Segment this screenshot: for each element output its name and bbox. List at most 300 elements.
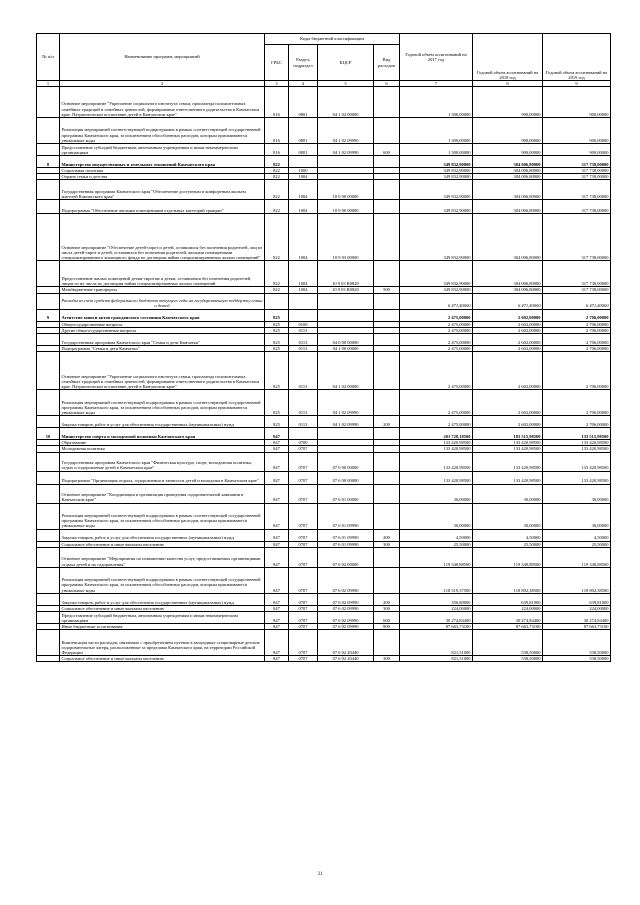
row-number <box>37 144 60 156</box>
amount-2018: 133 420,98500 <box>473 471 543 484</box>
index-cell: 3 <box>265 81 289 87</box>
grbs-code: 822 <box>265 287 289 293</box>
section-code: 0113 <box>289 346 318 352</box>
amount-2018: 900,00000 <box>473 144 543 156</box>
kcsr-code: 04 1 02 09990 <box>318 390 374 416</box>
amount-2018: 2 602,00000 <box>473 352 543 390</box>
index-cell: 2 <box>60 81 265 87</box>
item-name: Подпрограмма "Организация отдыха, оздоровления и занятости детей и молодежи в Камчатском крае" <box>60 471 265 484</box>
grbs-code: 847 <box>265 529 289 541</box>
amount-2018: 6 471,40000 <box>473 293 543 309</box>
grbs-code: 816 <box>265 144 289 156</box>
amount-2019: 2 706,00000 <box>543 309 611 321</box>
amount-2019: 317 738,00000 <box>543 200 611 214</box>
expense-type <box>374 156 400 168</box>
grbs-code: 847 <box>265 605 289 611</box>
item-name: Государственная программа Камчатского края "Обеспечение доступным и комфортным жильем жителей Камчатского края" <box>60 180 265 200</box>
expense-type: 300 <box>374 656 400 662</box>
expense-type <box>374 87 400 118</box>
kcsr-code: 07 6 01 09990 <box>318 529 374 541</box>
grbs-code: 822 <box>265 261 289 287</box>
amount-2017: 2 475,00000 <box>400 334 473 346</box>
kcsr-code <box>318 428 374 440</box>
kcsr-code: 07 6 01 09990 <box>318 541 374 547</box>
amount-2017: 2 475,00000 <box>400 309 473 321</box>
row-number <box>37 503 60 529</box>
table-row <box>37 334 611 346</box>
amount-2018: 119 340,88500 <box>473 547 543 567</box>
section-code: 0707 <box>289 547 318 567</box>
row-number <box>37 593 60 605</box>
grbs-code: 822 <box>265 214 289 261</box>
kcsr-code: 07 6 02 09990 <box>318 612 374 624</box>
amount-2018: 30,00000 <box>473 484 543 503</box>
item-name: Основное мероприятие "Мероприятия по повышению качества услуг, предоставляемых организациями отдыха детей и их оздоровления" <box>60 547 265 567</box>
kcsr-code: 07 6 02 09990 <box>318 567 374 593</box>
amount-2019: 224,00000 <box>543 605 611 611</box>
table-row <box>37 214 611 261</box>
amount-2019: 317 738,00000 <box>543 180 611 200</box>
grbs-code: 847 <box>265 452 289 471</box>
item-name: Основное мероприятие "Укрепление социального института семьи, пропаганда положительных семейных традиций и семейных ценностей, формирование ответственного родительства в Камчатском крае. Патриотическое воспитание детей в Камчатском крае" <box>60 352 265 390</box>
amount-2017: 1 300,00000 <box>400 144 473 156</box>
row-number <box>37 529 60 541</box>
amount-2019: 2 706,00000 <box>543 334 611 346</box>
amount-2018: 2 602,00000 <box>473 309 543 321</box>
table-row <box>37 630 611 656</box>
section-code: 0113 <box>289 390 318 416</box>
table-row <box>37 547 611 567</box>
amount-2019: 317 738,00000 <box>543 174 611 180</box>
expense-type: 800 <box>374 624 400 630</box>
kcsr-code: 07 6 02 20440 <box>318 630 374 656</box>
kcsr-code: 10 0 00 00000 <box>318 180 374 200</box>
budget-table <box>36 33 611 662</box>
amount-2019: 133 420,98500 <box>543 471 611 484</box>
amount-2019: 2 706,00000 <box>543 390 611 416</box>
item-name: Государственная программа Камчатского края "Физическая культура, спорт, молодежная политика, отдых и оздоровление детей в Камчатском крае" <box>60 452 265 471</box>
item-name: Реализация мероприятий соответствующей подпрограммы в рамках соответствующей государственной программы Камчатского края, за исключением обособленных расходов, которым присваиваются уникальные коды <box>60 503 265 529</box>
amount-2018: 304 006,80000 <box>473 174 543 180</box>
grbs-code: 847 <box>265 656 289 662</box>
amount-2018: 900,00000 <box>473 118 543 144</box>
amount-2018: 900,00000 <box>473 87 543 118</box>
amount-2018: 304 006,80000 <box>473 287 543 293</box>
section-code: 1000 <box>289 168 318 174</box>
table-row <box>37 390 611 416</box>
amount-2017: 1 300,00000 <box>400 87 473 118</box>
amount-2018: 25,50000 <box>473 541 543 547</box>
page-number: 31 <box>317 872 323 877</box>
kcsr-code: 07 6 02 09990 <box>318 624 374 630</box>
kcsr-code <box>318 156 374 168</box>
amount-2018: 2 602,00000 <box>473 390 543 416</box>
item-name: Основное мероприятие "Обеспечение детей-сирот и детей, оставшихся без попечения родителей, лиц из числа детей-сирот и детей, оставшихся без попечения родителей, жилыми помещениями специализированного жилищного фонда по договорам найма специализированных жилых помещений" <box>60 214 265 261</box>
header-2019: Годовой объем ассигнований на 2019 год <box>543 34 611 81</box>
expense-type: 200 <box>374 529 400 541</box>
row-number <box>37 452 60 471</box>
index-cell: 5 <box>318 81 374 87</box>
amount-2019: 538,50000 <box>543 630 611 656</box>
section-code: 0707 <box>289 605 318 611</box>
amount-2018: 2 602,00000 <box>473 321 543 327</box>
amount-2018: 639,81000 <box>473 593 543 605</box>
amount-2018: 2 602,00000 <box>473 416 543 428</box>
grbs-code: 847 <box>265 541 289 547</box>
row-number <box>37 352 60 390</box>
expense-type <box>374 567 400 593</box>
grbs-code: 847 <box>265 471 289 484</box>
expense-type <box>374 428 400 440</box>
grbs-code: 822 <box>265 168 289 174</box>
grbs-code: 847 <box>265 428 289 440</box>
row-number <box>37 200 60 214</box>
amount-2019: 639,81000 <box>543 593 611 605</box>
expense-type <box>374 118 400 144</box>
index-cell: 8 <box>473 81 543 87</box>
grbs-code: 822 <box>265 180 289 200</box>
amount-2019: 2 706,00000 <box>543 346 611 352</box>
grbs-code: 822 <box>265 200 289 214</box>
row-number <box>37 180 60 200</box>
kcsr-code: 04 1 02 00000 <box>318 87 374 118</box>
table-row <box>37 656 611 662</box>
grbs-code: 825 <box>265 334 289 346</box>
item-name: Реализация мероприятий соответствующей подпрограммы в рамках соответствующей государственной программы Камчатского края, за исключением обособленных расходов, которым присваиваются уникальные коды <box>60 390 265 416</box>
amount-2019: 900,00000 <box>543 144 611 156</box>
row-number <box>37 567 60 593</box>
section-code: 1004 <box>289 287 318 293</box>
expense-type <box>374 390 400 416</box>
amount-2017: 2 475,00000 <box>400 327 473 333</box>
section-code: 1004 <box>289 261 318 287</box>
item-name: Закупка товаров, работ и услуг для обеспечения государственных (муниципальных) нужд <box>60 593 265 605</box>
section-code: 0113 <box>289 327 318 333</box>
expense-type: 500 <box>374 287 400 293</box>
amount-2018: 133 420,98500 <box>473 446 543 452</box>
index-cell: 7 <box>400 81 473 87</box>
section-code: 0100 <box>289 321 318 327</box>
amount-2017: 2 475,00000 <box>400 346 473 352</box>
grbs-code: 825 <box>265 346 289 352</box>
expense-type: 600 <box>374 144 400 156</box>
amount-2019: 133 515,98500 <box>543 428 611 440</box>
grbs-code: 847 <box>265 484 289 503</box>
amount-2018: 4,50000 <box>473 529 543 541</box>
amount-2019: 118 802,38500 <box>543 567 611 593</box>
item-name: Межбюджетные трансферты <box>60 287 265 293</box>
amount-2017: 349 832,90000 <box>400 200 473 214</box>
table-row <box>37 567 611 593</box>
grbs-code: 847 <box>265 446 289 452</box>
expense-type <box>374 352 400 390</box>
item-name: Государственная программа Камчатского края "Семья и дети Камчатки" <box>60 334 265 346</box>
amount-2017: 133 420,98500 <box>400 452 473 471</box>
item-name: Расходы за счет средств федерального бюджета текущего года на государственную поддержку семьи и детей <box>60 293 265 309</box>
amount-2017: 1 300,00000 <box>400 118 473 144</box>
grbs-code: 825 <box>265 327 289 333</box>
amount-2017: 2 475,00000 <box>400 352 473 390</box>
kcsr-code: 04 1 02 00000 <box>318 352 374 390</box>
amount-2019: 2 706,00000 <box>543 327 611 333</box>
amount-2018: 304 006,80000 <box>473 180 543 200</box>
amount-2018: 133 420,98500 <box>473 452 543 471</box>
header-codes: Коды бюджетной классификации <box>265 34 400 45</box>
kcsr-code: 07 6 02 20440 <box>318 656 374 662</box>
row-number <box>37 293 60 309</box>
item-name: Реализация мероприятий соответствующей подпрограммы в рамках соответствующей государственной программы Камчатского края, за исключением обособленных расходов, которым присваиваются уникальные коды <box>60 118 265 144</box>
kcsr-code: 10 9 00 00000 <box>318 200 374 214</box>
table-row <box>37 180 611 200</box>
amount-2019: 30 274,84400 <box>543 612 611 624</box>
amount-2018: 304 006,80000 <box>473 200 543 214</box>
section-code: 0801 <box>289 144 318 156</box>
section-code <box>289 428 318 440</box>
section-code: 0707 <box>289 593 318 605</box>
section-code: 0707 <box>289 630 318 656</box>
row-number <box>37 390 60 416</box>
grbs-code: 847 <box>265 503 289 529</box>
row-number <box>37 612 60 624</box>
header-2018: Годовой объем ассигнований на 2018 год <box>473 34 543 81</box>
amount-2018: 538,50000 <box>473 630 543 656</box>
amount-2018: 304 006,80000 <box>473 214 543 261</box>
kcsr-code: 07 6 01 00000 <box>318 484 374 503</box>
item-name: Подпрограмма "Обеспечение жилыми помещениями отдельных категорий граждан" <box>60 200 265 214</box>
amount-2019: 87 663,73100 <box>543 624 611 630</box>
kcsr-code: 07 6 02 00000 <box>318 547 374 567</box>
expense-type <box>374 261 400 287</box>
item-name: Молодежная политика <box>60 446 265 452</box>
kcsr-code: 07 6 00 00000 <box>318 471 374 484</box>
row-number <box>37 484 60 503</box>
amount-2019: 30,00000 <box>543 484 611 503</box>
table-row <box>37 416 611 428</box>
amount-2017: 118 519,37500 <box>400 567 473 593</box>
item-name: Закупка товаров, работ и услуг для обеспечения государственных (муниципальных) нужд <box>60 529 265 541</box>
grbs-code: 825 <box>265 321 289 327</box>
table-row <box>37 612 611 624</box>
grbs-code: 825 <box>265 309 289 321</box>
item-name: Охрана семьи и детства <box>60 174 265 180</box>
expense-type: 200 <box>374 593 400 605</box>
section-code: 0801 <box>289 87 318 118</box>
kcsr-code: 04 1 02 09990 <box>318 416 374 428</box>
item-name: Предоставление субсидий бюджетным, автономным учреждениям и иным некоммерческим организациям <box>60 612 265 624</box>
item-name: Иные бюджетные ассигнования <box>60 624 265 630</box>
amount-2019: 317 738,00000 <box>543 287 611 293</box>
expense-type <box>374 630 400 656</box>
table-row <box>37 593 611 605</box>
row-number <box>37 87 60 118</box>
amount-2018: 183 515,98500 <box>473 428 543 440</box>
table-row <box>37 293 611 309</box>
amount-2017: 821,51000 <box>400 656 473 662</box>
section-code: 1004 <box>289 180 318 200</box>
kcsr-code: 07 6 02 09990 <box>318 605 374 611</box>
table-row <box>37 352 611 390</box>
expense-type <box>374 214 400 261</box>
amount-2018: 133 420,98500 <box>473 440 543 446</box>
item-name: Агентство записи актов гражданского состояния Камчатского края <box>60 309 265 321</box>
amount-2019: 133 420,98500 <box>543 452 611 471</box>
amount-2017: 349 832,90000 <box>400 168 473 174</box>
amount-2018: 87 663,73100 <box>473 624 543 630</box>
amount-2018: 538,50000 <box>473 656 543 662</box>
grbs-code: 847 <box>265 624 289 630</box>
table-row <box>37 529 611 541</box>
kcsr-code: 10 9 03 R0820 <box>318 261 374 287</box>
kcsr-code: 04 0 00 00000 <box>318 334 374 346</box>
row-number: 10 <box>37 428 60 440</box>
table-row <box>37 261 611 287</box>
amount-2018: 304 006,80000 <box>473 261 543 287</box>
row-number: 8 <box>37 156 60 168</box>
kcsr-code: 04 1 02 09990 <box>318 118 374 144</box>
amount-2017: 224,00000 <box>400 605 473 611</box>
index-cell: 9 <box>543 81 611 87</box>
item-name: Социальное обеспечение и иные выплаты населению <box>60 605 265 611</box>
amount-2018: 30 274,84400 <box>473 612 543 624</box>
amount-2019: 900,00000 <box>543 87 611 118</box>
table-row <box>37 471 611 484</box>
amount-2017: 133 420,98500 <box>400 440 473 446</box>
kcsr-code: 04 1 00 00000 <box>318 346 374 352</box>
table-row <box>37 503 611 529</box>
amount-2019: 25,50000 <box>543 541 611 547</box>
grbs-code: 825 <box>265 352 289 390</box>
amount-2018: 2 602,00000 <box>473 334 543 346</box>
item-name: Предоставление субсидий бюджетным, автономным учреждениям и иным некоммерческим организациям <box>60 144 265 156</box>
grbs-code: 847 <box>265 630 289 656</box>
amount-2019: 317 738,00000 <box>543 214 611 261</box>
amount-2017: 133 420,98500 <box>400 471 473 484</box>
kcsr-code: 07 6 01 09990 <box>318 503 374 529</box>
kcsr-code <box>318 293 374 309</box>
amount-2017: 6 471,40000 <box>400 293 473 309</box>
amount-2019: 6 471,40000 <box>543 293 611 309</box>
row-number <box>37 656 60 662</box>
amount-2017: 4,50000 <box>400 529 473 541</box>
amount-2018: 224,00000 <box>473 605 543 611</box>
kcsr-code: 04 1 02 09990 <box>318 144 374 156</box>
row-number <box>37 547 60 567</box>
item-name: Основное мероприятие "Координация и организация проведения оздоровительной кампании в Камчатском крае" <box>60 484 265 503</box>
amount-2018: 304 006,80000 <box>473 156 543 168</box>
table-row <box>37 200 611 214</box>
amount-2017: 821,51000 <box>400 630 473 656</box>
expense-type <box>374 503 400 529</box>
amount-2017: 349 832,90000 <box>400 174 473 180</box>
expense-type <box>374 334 400 346</box>
row-number <box>37 334 60 346</box>
amount-2019: 538,50000 <box>543 656 611 662</box>
section-code: 0707 <box>289 452 318 471</box>
table-row <box>37 428 611 440</box>
amount-2019: 317 738,00000 <box>543 261 611 287</box>
section-code: 0707 <box>289 567 318 593</box>
document-page <box>36 33 610 662</box>
amount-2019: 317 738,00000 <box>543 168 611 174</box>
amount-2017: 87 663,73100 <box>400 624 473 630</box>
section-code: 0707 <box>289 471 318 484</box>
item-name: Министерство спорта и молодежной политики Камчатского края <box>60 428 265 440</box>
row-number <box>37 630 60 656</box>
index-cell: 4 <box>289 81 318 87</box>
amount-2019: 2 706,00000 <box>543 352 611 390</box>
amount-2018: 304 006,80000 <box>473 168 543 174</box>
amount-2019: 2 706,00000 <box>543 416 611 428</box>
section-code: 0113 <box>289 416 318 428</box>
amount-2018: 30,00000 <box>473 503 543 529</box>
grbs-code: 816 <box>265 118 289 144</box>
section-code: 0707 <box>289 612 318 624</box>
grbs-code: 825 <box>265 416 289 428</box>
amount-2017: 349 832,90000 <box>400 214 473 261</box>
table-row <box>37 484 611 503</box>
row-number: 9 <box>37 309 60 321</box>
amount-2017: 30,00000 <box>400 503 473 529</box>
grbs-code: 847 <box>265 567 289 593</box>
amount-2019: 900,00000 <box>543 118 611 144</box>
amount-2017: 133 420,98500 <box>400 446 473 452</box>
expense-type <box>374 309 400 321</box>
amount-2019: 317 738,00000 <box>543 156 611 168</box>
amount-2019: 133 420,98500 <box>543 446 611 452</box>
section-code: 0700 <box>289 440 318 446</box>
item-name: Другие общегосударственные вопросы <box>60 327 265 333</box>
table-row <box>37 452 611 471</box>
header-name: Наименование программ, мероприятий <box>60 34 265 81</box>
table-row <box>37 156 611 168</box>
section-code: 0707 <box>289 656 318 662</box>
grbs-code: 847 <box>265 440 289 446</box>
item-name: Министерство имущественных и земельных отношений Камчатского края <box>60 156 265 168</box>
table-header <box>37 34 611 87</box>
section-code: 0707 <box>289 541 318 547</box>
amount-2019: 119 340,88500 <box>543 547 611 567</box>
row-number <box>37 214 60 261</box>
amount-2017: 349 832,90000 <box>400 180 473 200</box>
section-code <box>289 293 318 309</box>
row-number <box>37 118 60 144</box>
amount-2017: 30,00000 <box>400 484 473 503</box>
expense-type <box>374 180 400 200</box>
row-number <box>37 471 60 484</box>
section-code <box>289 156 318 168</box>
amount-2017: 349 832,90000 <box>400 287 473 293</box>
header-grbs: ГРБС <box>265 45 289 81</box>
expense-type: 600 <box>374 612 400 624</box>
section-code: 1004 <box>289 200 318 214</box>
expense-type <box>374 200 400 214</box>
amount-2017: 2 475,00000 <box>400 416 473 428</box>
grbs-code: 847 <box>265 612 289 624</box>
amount-2017: 201 728,18500 <box>400 428 473 440</box>
amount-2019: 2 706,00000 <box>543 321 611 327</box>
section-code <box>289 309 318 321</box>
amount-2017: 30 274,84400 <box>400 612 473 624</box>
amount-2018: 2 602,00000 <box>473 346 543 352</box>
item-name: Компенсация части расходов, связанных с приобретением путевок в загородные стационарные детские оздоровительные лагеря, расположенные за пределами Камчатского края, на территории Российской Федерации <box>60 630 265 656</box>
kcsr-code: 10 9 03 00000 <box>318 214 374 261</box>
amount-2018: 2 602,00000 <box>473 327 543 333</box>
table-row <box>37 118 611 144</box>
grbs-code: 816 <box>265 87 289 118</box>
expense-type <box>374 293 400 309</box>
section-code: 0707 <box>289 484 318 503</box>
item-name: Основное мероприятие "Укрепление социального института семьи, пропаганда положительных семейных традиций и семейных ценностей, формирование ответственного родительства в Камчатском крае. Патриотическое воспитание детей в Камчатском крае" <box>60 87 265 118</box>
